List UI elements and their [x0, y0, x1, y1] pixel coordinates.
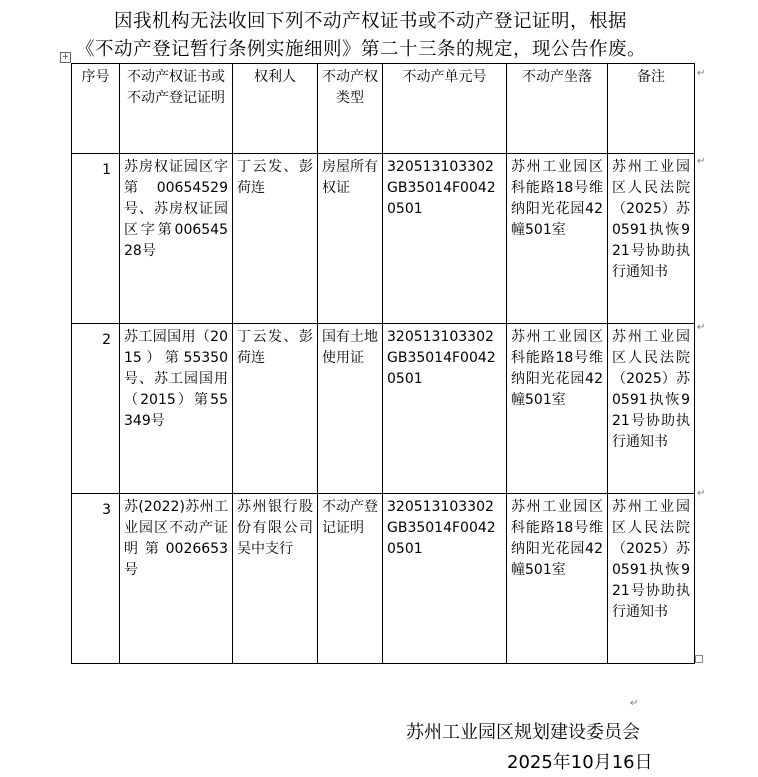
notice-intro — [76, 8, 716, 64]
row-end-mark-icon: ↵ — [697, 488, 706, 499]
header-unit: 不动产单元号 — [383, 64, 507, 154]
cell-seq: 3 — [72, 494, 120, 664]
cell-location: 苏州工业园区科能路18号维纳阳光花园42幢501室 — [507, 494, 608, 664]
header-location: 不动产坐落 — [507, 64, 608, 154]
table-row — [72, 324, 695, 494]
cell-unit: 320513103302GB35014F00420501 — [383, 494, 507, 664]
cell-location: 苏州工业园区科能路18号维纳阳光花园42幢501室 — [507, 154, 608, 324]
void-certificate-table — [71, 63, 695, 664]
table-row — [72, 154, 695, 324]
header-seq: 序号 — [72, 64, 120, 154]
table-header-row — [72, 64, 695, 154]
cell-remark: 苏州工业园区人民法院（2025）苏0591执恢921号协助执行通知书 — [608, 154, 695, 324]
cell-unit: 320513103302GB35014F00420501 — [383, 324, 507, 494]
cell-type: 不动产登记证明 — [318, 494, 383, 664]
cell-type: 房屋所有权证 — [318, 154, 383, 324]
cell-remark: 苏州工业园区人民法院（2025）苏0591执恢921号协助执行通知书 — [608, 494, 695, 664]
table-row — [72, 494, 695, 664]
cell-holder: 苏州银行股份有限公司吴中支行 — [233, 494, 318, 664]
cell-remark: 苏州工业园区人民法院（2025）苏0591执恢921号协助执行通知书 — [608, 324, 695, 494]
cell-seq: 1 — [72, 154, 120, 324]
header-type: 不动产权类型 — [318, 64, 383, 154]
header-remark: 备注 — [608, 64, 695, 154]
cell-cert: 苏工园国用（2015）第55350号、苏工园国用（2015）第55349号 — [120, 324, 233, 494]
cell-cert: 苏房权证园区字第00654529号、苏房权证园区字第00654528号 — [120, 154, 233, 324]
paragraph-mark-icon: ↵ — [630, 698, 639, 709]
row-end-mark-icon: ↵ — [697, 156, 706, 167]
header-holder: 权利人 — [233, 64, 318, 154]
row-end-mark-icon: ↵ — [697, 68, 706, 79]
row-end-mark-icon: ↵ — [697, 322, 706, 333]
cell-location: 苏州工业园区科能路18号维纳阳光花园42幢501室 — [507, 324, 608, 494]
signature-org: 苏州工业园区规划建设委员会 — [406, 722, 640, 743]
cell-unit: 320513103302GB35014F00420501 — [383, 154, 507, 324]
table-move-handle-icon[interactable]: + — [61, 52, 70, 62]
cell-seq: 2 — [72, 324, 120, 494]
cell-holder: 丁云发、彭荷连 — [233, 154, 318, 324]
table-resize-handle-icon[interactable] — [695, 655, 703, 663]
intro-line-1: 因我机构无法收回下列不动产权证书或不动产登记证明，根据 — [114, 11, 628, 32]
signature-date: 2025年10月16日 — [507, 752, 653, 773]
cell-type: 国有土地使用证 — [318, 324, 383, 494]
intro-line-2: 《不动产登记暂行条例实施细则》第二十三条的规定，现公告作废。 — [76, 39, 647, 60]
header-cert: 不动产权证书或不动产登记证明 — [120, 64, 233, 154]
cell-cert: 苏(2022)苏州工业园区不动产证明第0026653号 — [120, 494, 233, 664]
cell-holder: 丁云发、彭荷连 — [233, 324, 318, 494]
